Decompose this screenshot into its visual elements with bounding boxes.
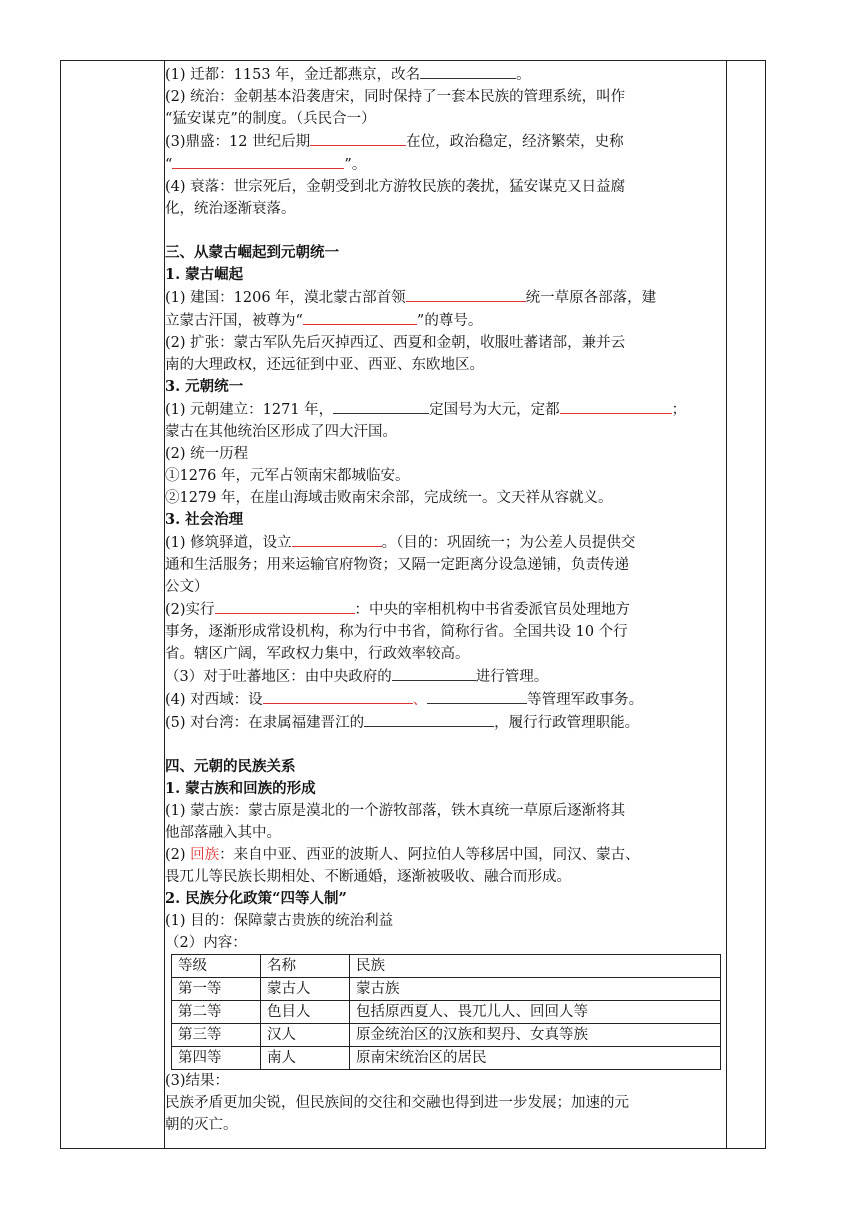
text-line: (1) 元朝建立：1271 年， 定国号为大元，定都 ；	[165, 398, 725, 421]
table-cell: 蒙古人	[261, 978, 350, 1001]
text-line: (1) 目的：保障蒙古贵族的统治利益	[165, 913, 394, 929]
text-line: （2）内容：	[165, 935, 247, 951]
subsection-heading: 2. 民族分化政策“四等人制”	[165, 890, 347, 907]
fill-blank	[392, 665, 476, 681]
fill-blank	[172, 153, 344, 169]
four-class-table	[171, 954, 721, 1070]
table-cell: 第三等	[172, 1024, 261, 1047]
text-line: （3）对于吐蕃地区：由中央政府的 进行管理。	[165, 665, 725, 688]
fill-blank	[406, 286, 526, 302]
table-cell: 原金统治区的汉族和契丹、女真等族	[350, 1024, 721, 1047]
text-line: (1) 建国：1206 年，漠北蒙古部首领 统一草原各部落，建	[165, 286, 725, 309]
text-line: (2) 扩张：蒙古军队先后灭掉西辽、西夏和金朝，收服吐蕃诸部，兼并云	[165, 335, 626, 351]
text-line: (2) 回族：来自中亚、西亚的波斯人、阿拉伯人等移居中国，同汉、蒙古、	[165, 847, 640, 863]
text-line: (1) 迁都：1153 年，金迁都燕京，改名 。	[165, 63, 725, 86]
table-cell: 第二等	[172, 1001, 261, 1024]
table-row	[172, 1047, 721, 1070]
text-line: (1) 蒙古族：蒙古原是漠北的一个游牧部落，铁木真统一草原后逐渐将其	[165, 803, 626, 819]
fill-blank	[263, 688, 413, 704]
subsection-heading: 1. 蒙古崛起	[165, 266, 244, 283]
text-line: 省。辖区广阔，军政权力集中，行政效率较高。	[165, 646, 470, 662]
text-line: 事务，逐渐形成常设机构，称为行中书省，简称行省。全国共设 10 个行	[165, 624, 628, 640]
fill-blank	[560, 398, 672, 414]
text-line: (2) 统一历程	[165, 446, 249, 462]
table-cell: 色目人	[261, 1001, 350, 1024]
table-cell: 原南宋统治区的居民	[350, 1047, 721, 1070]
table-cell: 汉人	[261, 1024, 350, 1047]
table-cell: 包括原西夏人、畏兀儿人、回回人等	[350, 1001, 721, 1024]
outer-table	[60, 60, 766, 1149]
text-line: 畏兀儿等民族长期相处、不断通婚，逐渐被吸收、融合而形成。	[165, 869, 571, 885]
section-heading: 四、元朝的民族关系	[165, 758, 296, 775]
table-cell: 蒙古族	[350, 978, 721, 1001]
table-row	[172, 1024, 721, 1047]
text-line: ②1279 年，在崖山海域击败南宋余部，完成统一。文天祥从容就义。	[165, 490, 613, 506]
table-header-cell: 名称	[261, 955, 350, 978]
text-line: 他部落融入其中。	[165, 825, 281, 841]
section-heading: 三、从蒙古崛起到元朝统一	[165, 244, 339, 261]
text-line: “猛安谋克”的制度。（兵民合一）	[165, 111, 376, 127]
text-line: 朝的灭亡。	[165, 1117, 238, 1133]
fill-blank	[427, 688, 527, 704]
table-row	[172, 1001, 721, 1024]
table-header-row	[172, 955, 721, 978]
table-row	[172, 978, 721, 1001]
text-line: “ ”。	[165, 153, 725, 176]
fill-blank	[310, 130, 406, 146]
text-line: (1) 修筑驿道，设立 。（目的：巩固统一；为公差人员提供交	[165, 531, 725, 554]
text-line: 南的大理政权，还远征到中亚、西亚、东欧地区。	[165, 357, 484, 373]
table-header-cell: 等级	[172, 955, 261, 978]
table-cell: 南人	[261, 1047, 350, 1070]
text-line: 立蒙古汗国，被尊为“ ”的尊号。	[165, 309, 725, 332]
table-header-cell: 民族	[350, 955, 721, 978]
text-line: 化，统治逐渐衰落。	[165, 201, 296, 217]
text-line: (3)结果：	[165, 1073, 230, 1089]
content-column	[165, 63, 725, 1136]
text-line: (4) 衰落：世宗死后，金朝受到北方游牧民族的袭扰，猛安谋克又日益腐	[165, 179, 626, 195]
subsection-heading: 1. 蒙古族和回族的形成	[165, 780, 316, 797]
text-line: (5) 对台湾：在隶属福建晋江的 ，履行行政管理职能。	[165, 711, 725, 734]
text-line: 民族矛盾更加尖锐，但民族间的交往和交融也得到进一步发展；加速的元	[165, 1095, 629, 1111]
subsection-heading: 3. 社会治理	[165, 511, 244, 528]
fill-blank	[364, 711, 494, 727]
fill-blank	[303, 309, 417, 325]
text-line: (4) 对西域：设 、 等管理军政事务。	[165, 688, 725, 711]
text-line: 通和生活服务；用来运输官府物资；又隔一定距离分设急递铺，负责传递	[165, 557, 629, 573]
table-cell: 第一等	[172, 978, 261, 1001]
text-line: (3)鼎盛：12 世纪后期 在位，政治稳定，经济繁荣，史称	[165, 130, 725, 153]
fill-blank	[292, 531, 382, 547]
table-cell: 第四等	[172, 1047, 261, 1070]
text-line: (2) 统治：金朝基本沿袭唐宋，同时保持了一套本民族的管理系统，叫作	[165, 89, 626, 105]
text-line: ①1276 年，元军占领南宋都城临安。	[165, 468, 410, 484]
text-line: (2)实行 ：中央的宰相机构中书省委派官员处理地方	[165, 598, 725, 621]
text-line: 公文）	[165, 579, 209, 595]
column-divider-right	[726, 61, 727, 1148]
fill-blank	[215, 598, 355, 614]
subsection-heading: 3. 元朝统一	[165, 378, 244, 395]
text-line: 蒙古在其他统治区形成了四大汗国。	[165, 424, 397, 440]
fill-blank	[333, 398, 429, 414]
fill-blank	[420, 63, 516, 79]
